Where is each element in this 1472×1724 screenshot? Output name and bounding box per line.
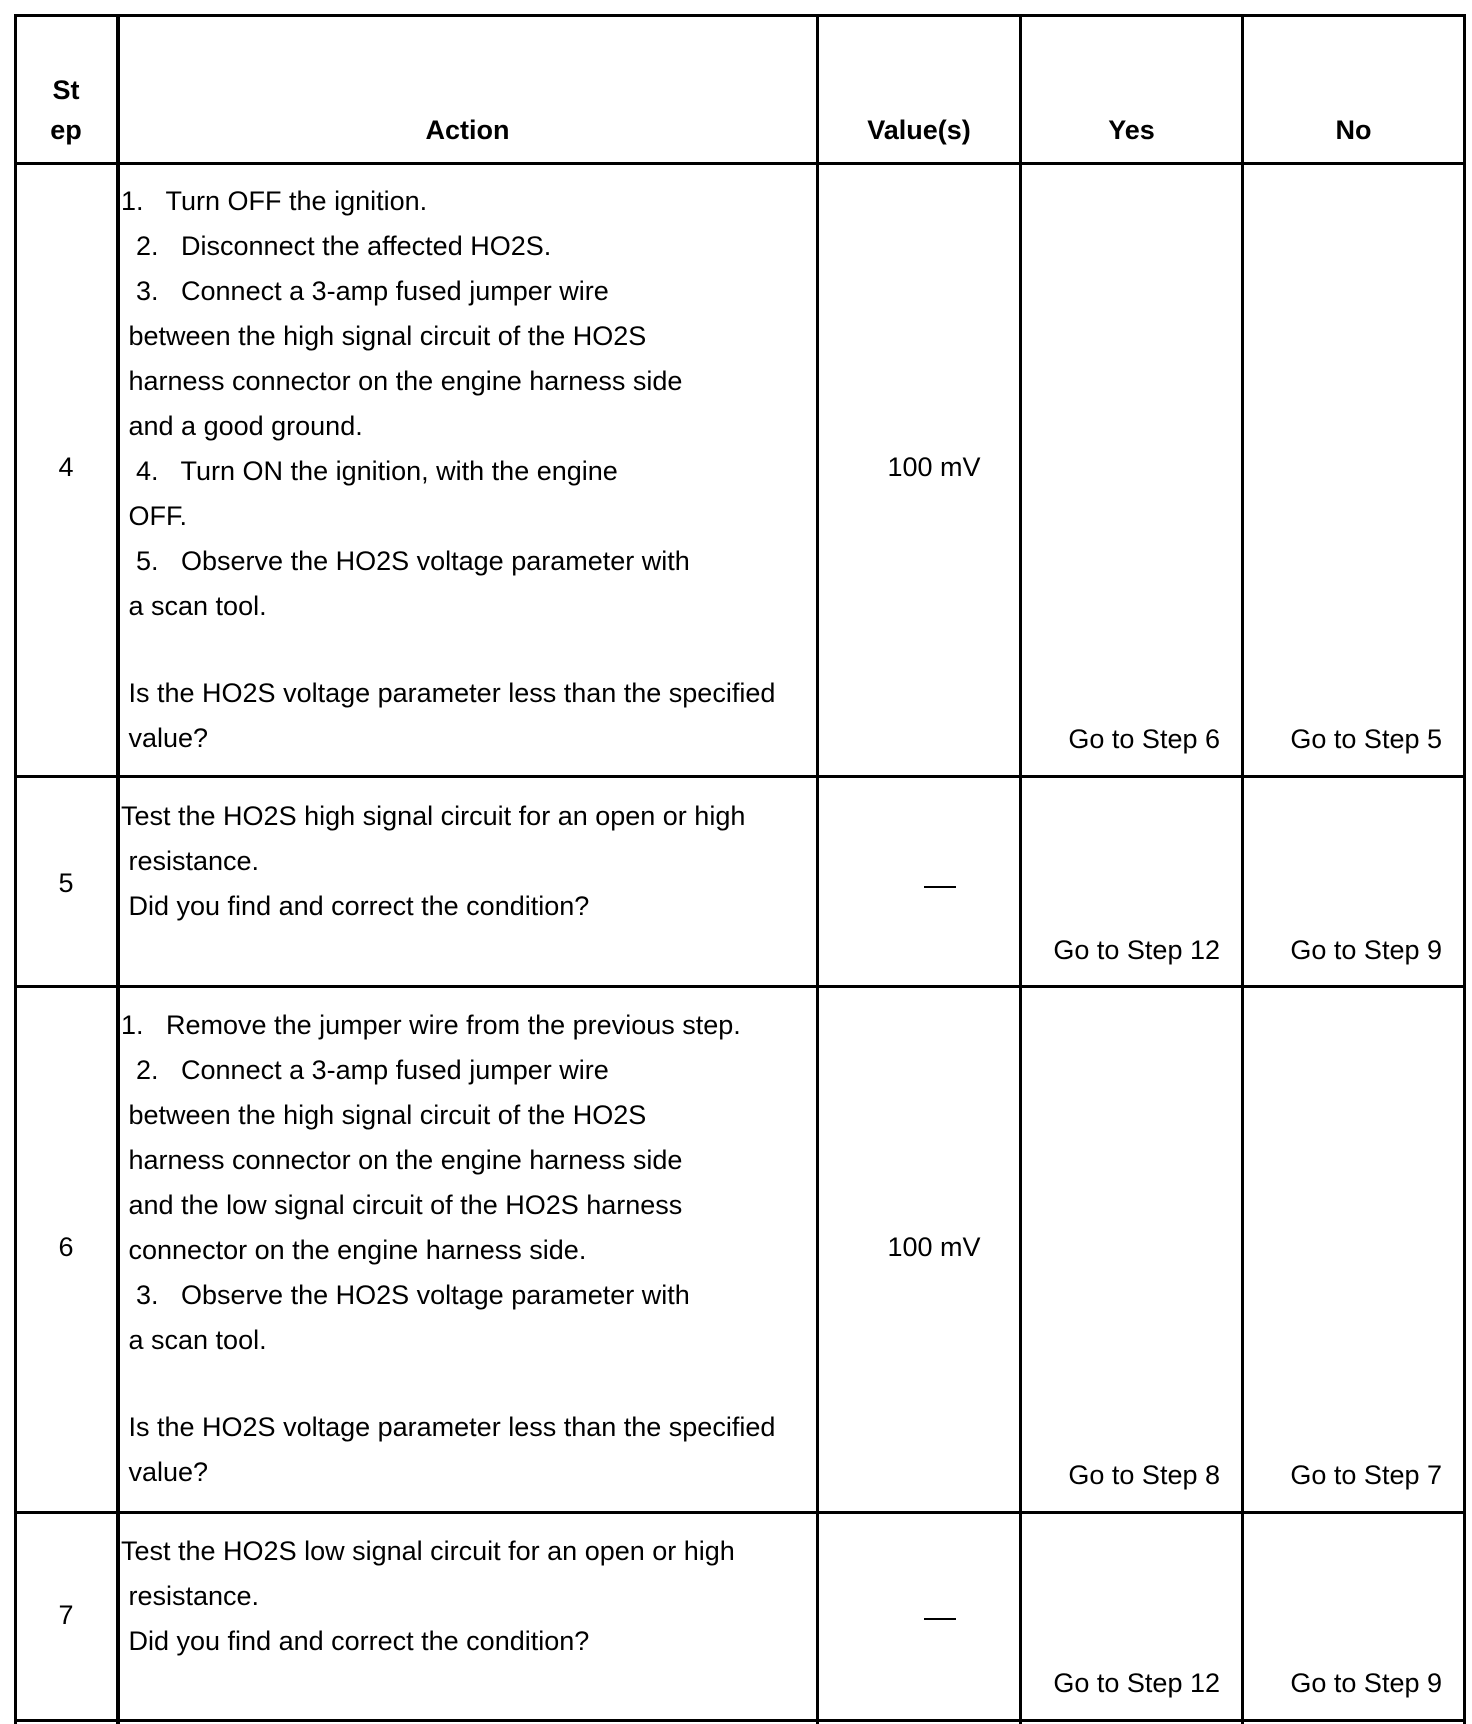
row-yes-link[interactable]: Go to Step 12 bbox=[1053, 1668, 1220, 1698]
header-step bbox=[16, 70, 116, 150]
row-action bbox=[121, 179, 775, 761]
action-line: Is the HO2S voltage parameter less than the specified bbox=[121, 678, 776, 708]
column-divider bbox=[816, 14, 819, 1724]
row-value: 100 mV bbox=[887, 452, 981, 482]
row-yes-link[interactable]: Go to Step 6 bbox=[1068, 724, 1220, 754]
value-dash bbox=[924, 886, 956, 888]
row-value: 100 mV bbox=[887, 1232, 981, 1262]
action-line: value? bbox=[121, 1457, 209, 1487]
row-action bbox=[121, 1529, 735, 1664]
header-action: Action bbox=[425, 115, 510, 145]
row-no-link[interactable]: Go to Step 9 bbox=[1290, 1668, 1442, 1698]
action-line: resistance. bbox=[121, 1581, 260, 1611]
row-divider bbox=[14, 1511, 1466, 1514]
row-step-number: 5 bbox=[58, 868, 74, 898]
header-yes: Yes bbox=[1108, 115, 1155, 145]
action-line: 5. Observe the HO2S voltage parameter with bbox=[121, 546, 690, 576]
action-line: value? bbox=[121, 723, 209, 753]
action-line: a scan tool. bbox=[121, 591, 267, 621]
value-dash bbox=[924, 1618, 956, 1620]
action-line: a scan tool. bbox=[121, 1325, 267, 1355]
row-step-number: 7 bbox=[58, 1600, 74, 1630]
row-action bbox=[121, 794, 745, 929]
row-no-link[interactable]: Go to Step 9 bbox=[1290, 935, 1442, 965]
action-line: between the high signal circuit of the HO2S bbox=[121, 1100, 647, 1130]
action-line: 2. Disconnect the affected HO2S. bbox=[121, 231, 552, 261]
action-line: and the low signal circuit of the HO2S harness bbox=[121, 1190, 683, 1220]
column-divider bbox=[116, 14, 120, 1724]
action-line: and a good ground. bbox=[121, 411, 363, 441]
action-line: 3. Connect a 3-amp fused jumper wire bbox=[121, 276, 609, 306]
row-step-number: 4 bbox=[58, 452, 74, 482]
row-no-link[interactable]: Go to Step 5 bbox=[1290, 724, 1442, 754]
action-line: Did you find and correct the condition? bbox=[121, 1626, 590, 1656]
header-values: Value(s) bbox=[867, 115, 971, 145]
action-line bbox=[121, 1363, 775, 1405]
action-line: Test the HO2S low signal circuit for an open or high bbox=[121, 1536, 735, 1566]
action-line: 4. Turn ON the ignition, with the engine bbox=[121, 456, 618, 486]
action-line: harness connector on the engine harness side bbox=[121, 366, 683, 396]
action-line: Test the HO2S high signal circuit for an open or high bbox=[121, 801, 746, 831]
row-yes-link[interactable]: Go to Step 12 bbox=[1053, 935, 1220, 965]
row-yes-link[interactable]: Go to Step 8 bbox=[1068, 1460, 1220, 1490]
action-line: 2. Connect a 3-amp fused jumper wire bbox=[121, 1055, 609, 1085]
header-step-line2: ep bbox=[50, 115, 82, 145]
row-divider bbox=[14, 775, 1466, 778]
action-line bbox=[121, 629, 775, 671]
row-divider bbox=[14, 985, 1466, 988]
action-line: connector on the engine harness side. bbox=[121, 1235, 587, 1265]
header-bottom-border bbox=[14, 162, 1466, 165]
action-line: harness connector on the engine harness side bbox=[121, 1145, 683, 1175]
action-line: between the high signal circuit of the HO2S bbox=[121, 321, 647, 351]
row-action bbox=[121, 1003, 775, 1495]
table-top-border bbox=[14, 14, 1466, 17]
action-line: Is the HO2S voltage parameter less than the specified bbox=[121, 1412, 776, 1442]
action-line: resistance. bbox=[121, 846, 260, 876]
action-line: Did you find and correct the condition? bbox=[121, 891, 590, 921]
action-line: 1. Turn OFF the ignition. bbox=[121, 186, 428, 216]
action-line: OFF. bbox=[121, 501, 187, 531]
row-step-number: 6 bbox=[58, 1232, 74, 1262]
action-line: 3. Observe the HO2S voltage parameter with bbox=[121, 1280, 690, 1310]
header-step-line1: St bbox=[52, 75, 80, 105]
header-no: No bbox=[1335, 115, 1372, 145]
action-line: 1. Remove the jumper wire from the previous step. bbox=[121, 1010, 741, 1040]
row-no-link[interactable]: Go to Step 7 bbox=[1290, 1460, 1442, 1490]
table-right-border bbox=[1463, 14, 1466, 1724]
